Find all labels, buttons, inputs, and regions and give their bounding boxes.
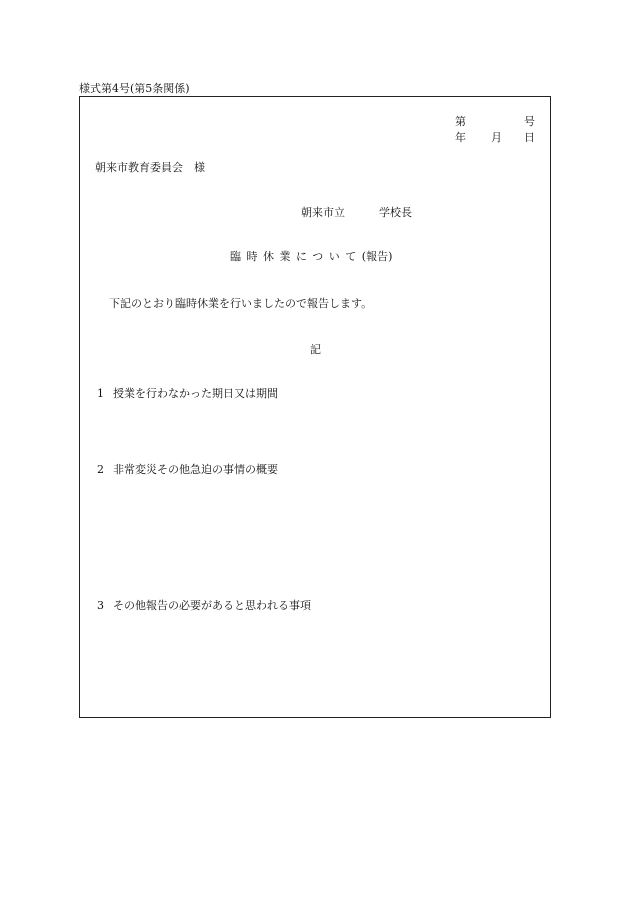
sender — [301, 206, 412, 220]
sender-role: 学校長 — [379, 206, 412, 219]
document-number-suffix: 号 — [524, 115, 535, 128]
document-title-main: 臨時休業について — [230, 250, 362, 263]
date-month: 月 — [491, 131, 502, 144]
addressee-honorific: 様 — [194, 161, 205, 174]
sender-school: 朝来市立 — [301, 206, 345, 219]
item-number: 1 — [97, 387, 104, 400]
item-number: 2 — [97, 463, 104, 476]
item-3 — [97, 599, 311, 613]
date-day: 日 — [524, 131, 535, 144]
item-label: 授業を行わなかった期日又は期間 — [113, 387, 278, 400]
document-title — [230, 250, 392, 264]
addressee-name: 朝来市教育委員会 — [95, 161, 183, 174]
document-number-prefix: 第 — [455, 115, 466, 128]
addressee — [95, 161, 205, 175]
item-label: 非常変災その他急迫の事情の概要 — [113, 463, 278, 476]
date-year: 年 — [455, 131, 466, 144]
ki-heading: 記 — [310, 343, 321, 356]
form-number-label: 様式第4号(第5条関係) — [79, 82, 190, 95]
body-text: 下記のとおり臨時休業を行いましたので報告します。 — [109, 297, 373, 310]
item-1 — [97, 387, 278, 401]
item-2 — [97, 463, 278, 477]
document-title-suffix: (報告) — [361, 250, 393, 263]
item-number: 3 — [97, 599, 104, 612]
report-form-frame — [79, 96, 551, 718]
item-label: その他報告の必要があると思われる事項 — [113, 599, 311, 612]
